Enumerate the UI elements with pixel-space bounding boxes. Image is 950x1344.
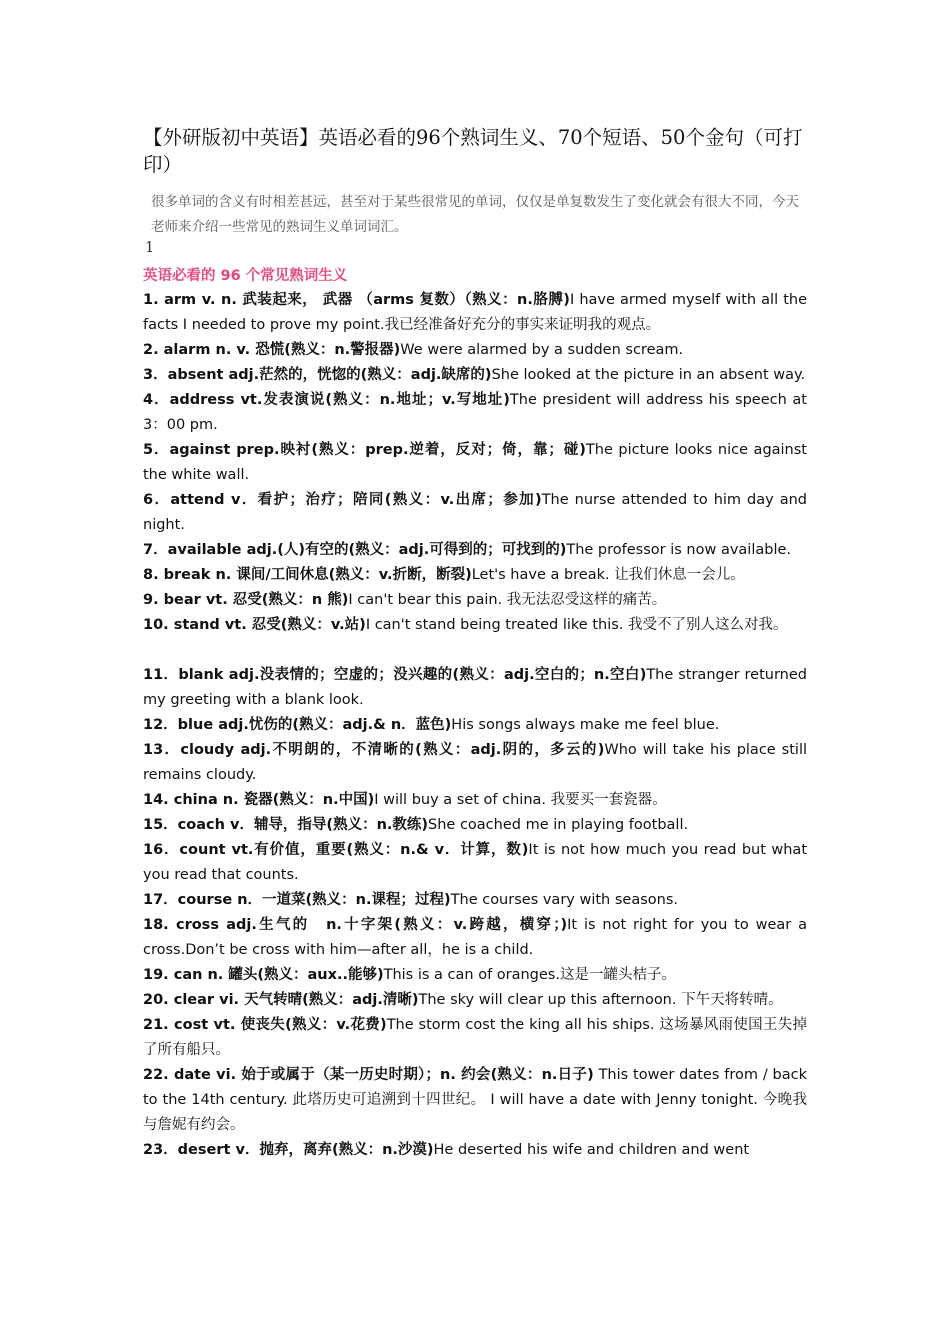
entry-example: The stranger returned my greeting with a blank look. (143, 667, 807, 708)
entry-example: This is a can of oranges.这是一罐头桔子。 (383, 967, 676, 983)
vocabulary-list (143, 288, 807, 1163)
vocab-entry (143, 888, 807, 913)
entry-head: 12．blue adj.忧伤的(熟义：adj.& n．蓝色) (143, 717, 452, 733)
entry-example: The picture looks nice against the white wall. (143, 442, 807, 483)
vocab-entry (143, 913, 807, 963)
vocab-entry (143, 563, 807, 588)
entry-head: 19. can n. 罐头(熟义：aux..能够) (143, 967, 384, 983)
entry-example: He deserted his wife and children and went (433, 1142, 750, 1158)
vocab-entry (143, 538, 807, 563)
entry-head: 8. break n. 课间/工间休息(熟义：v.折断，断裂) (143, 567, 472, 583)
entry-example: It is not how much you read but what you read that counts. (143, 842, 807, 883)
entry-example: I can't stand being treated like this. 我受不了别人这么对我。 (365, 617, 788, 633)
vocab-entry (143, 963, 807, 988)
entry-example: The nurse attended to him day and night. (143, 492, 807, 533)
entry-example: The courses vary with seasons. (450, 892, 678, 908)
vocab-entry (143, 1013, 807, 1063)
entry-example: Let's have a break. 让我们休息一会儿。 (471, 567, 745, 583)
entry-head: 9. bear vt. 忍受(熟义：n 熊) (143, 592, 349, 608)
intro-paragraph: 很多单词的含义有时相差甚远，甚至对于某些很常见的单词，仅仅是单复数发生了变化就会有很大不同，今天老师来介绍一些常见的熟词生义单词词汇。 (151, 194, 799, 235)
entry-head: 7．available adj.(人)有空的(熟义：adj.可得到的；可找到的) (143, 542, 567, 558)
vocab-entry (143, 588, 807, 613)
entry-example: I will buy a set of china. 我要买一套瓷器。 (374, 792, 667, 808)
entry-example: We were alarmed by a sudden scream. (400, 342, 684, 358)
entry-head: 14. china n. 瓷器(熟义：n.中国) (143, 792, 375, 808)
vocab-entry (143, 713, 807, 738)
entry-example: Who will take his place still remains cloudy. (143, 742, 807, 783)
entry-example: The professor is now available. (566, 542, 792, 558)
vocab-entry (143, 663, 807, 713)
entry-example: The sky will clear up this afternoon. 下午天将转晴。 (418, 992, 783, 1008)
entry-example: She looked at the picture in an absent way. (491, 367, 806, 383)
entry-head: 20. clear vi. 天气转晴(熟义：adj.清晰) (143, 992, 419, 1008)
vocab-entry (143, 613, 819, 638)
entry-head: 22. date vi. 始于或属于（某一历史时期）；n. 约会(熟义：n.日子) (143, 1067, 594, 1083)
vocab-entry (143, 438, 807, 488)
vocab-entry (143, 363, 807, 388)
entry-head: 17．course n．一道菜(熟义：n.课程；过程) (143, 892, 451, 908)
paragraph-gap (143, 638, 807, 663)
document-title: 【外研版初中英语】英语必看的96个熟词生义、70个短语、50个金句（可打印） (143, 126, 803, 176)
entry-head: 3．absent adj.茫然的，恍惚的(熟义：adj.缺席的) (143, 367, 492, 383)
entry-head: 18. cross adj.生气的 n.十字架(熟义：v.跨越，横穿；) (143, 917, 568, 933)
entry-head: 10. stand vt. 忍受(熟义：v.站) (143, 617, 366, 633)
entry-example: She coached me in playing football. (428, 817, 689, 833)
entry-head: 5．against prep.映衬(熟义：prep.逆着，反对；倚，靠；碰) (143, 442, 586, 458)
vocab-entry (143, 1063, 807, 1138)
vocab-entry (143, 388, 807, 438)
entry-head: 16．count vt.有价值，重要(熟义：n.& v．计算，数) (143, 842, 529, 858)
entry-head: 4．address vt.发表演说(熟义：n.地址；v.写地址) (143, 392, 510, 408)
vocab-entry (143, 1138, 807, 1163)
entry-example: I can't bear this pain. 我无法忍受这样的痛苦。 (348, 592, 667, 608)
vocab-entry (143, 338, 807, 363)
entry-example: His songs always make me feel blue. (451, 717, 720, 733)
vocab-entry (143, 838, 807, 888)
entry-head: 2. alarm n. v. 恐慌(熟义：n.警报器) (143, 342, 401, 358)
vocab-entry (143, 288, 807, 338)
vocab-entry (143, 988, 819, 1013)
entry-example: I have armed myself with all the facts I needed to prove my point.我已经准备好充分的事实来证明我的观点。 (143, 292, 807, 333)
entry-example: The president will address his speech at 3：00 pm. (143, 392, 807, 433)
entry-head: 21. cost vt. 使丧失(熟义：v.花费) (143, 1017, 387, 1033)
entry-example: This tower dates from / back to the 14th century. 此塔历史可追溯到十四世纪。 I will have a date with Jenny tonight. 今晚我与詹妮有约会。 (143, 1067, 807, 1133)
section-heading: 英语必看的 96 个常见熟词生义 (143, 268, 348, 284)
entry-head: 1. arm v. n. 武装起来， 武器 （arms 复数）（熟义：n.胳膊) (143, 292, 570, 308)
entry-example: The storm cost the king all his ships. 这场暴风雨使国王失掉了所有船只。 (143, 1017, 808, 1058)
page-number: 1 (145, 240, 155, 256)
entry-example: It is not right for you to wear a cross.Don’t be cross with him—after all，he is a child. (143, 917, 807, 958)
entry-head: 15．coach v．辅导，指导(熟义：n.教练) (143, 817, 429, 833)
entry-head: 23．desert v．抛弃，离弃(熟义：n.沙漠) (143, 1142, 434, 1158)
vocab-entry (143, 788, 807, 813)
vocab-entry (143, 738, 807, 788)
entry-head: 11．blank adj.没表情的；空虚的；没兴趣的(熟义：adj.空白的；n.空白) (143, 667, 647, 683)
vocab-entry (143, 813, 807, 838)
entry-head: 13．cloudy adj.不明朗的，不清晰的(熟义：adj.阴的，多云的) (143, 742, 605, 758)
vocab-entry (143, 488, 807, 538)
entry-head: 6．attend v．看护；治疗；陪同(熟义：v.出席；参加) (143, 492, 542, 508)
